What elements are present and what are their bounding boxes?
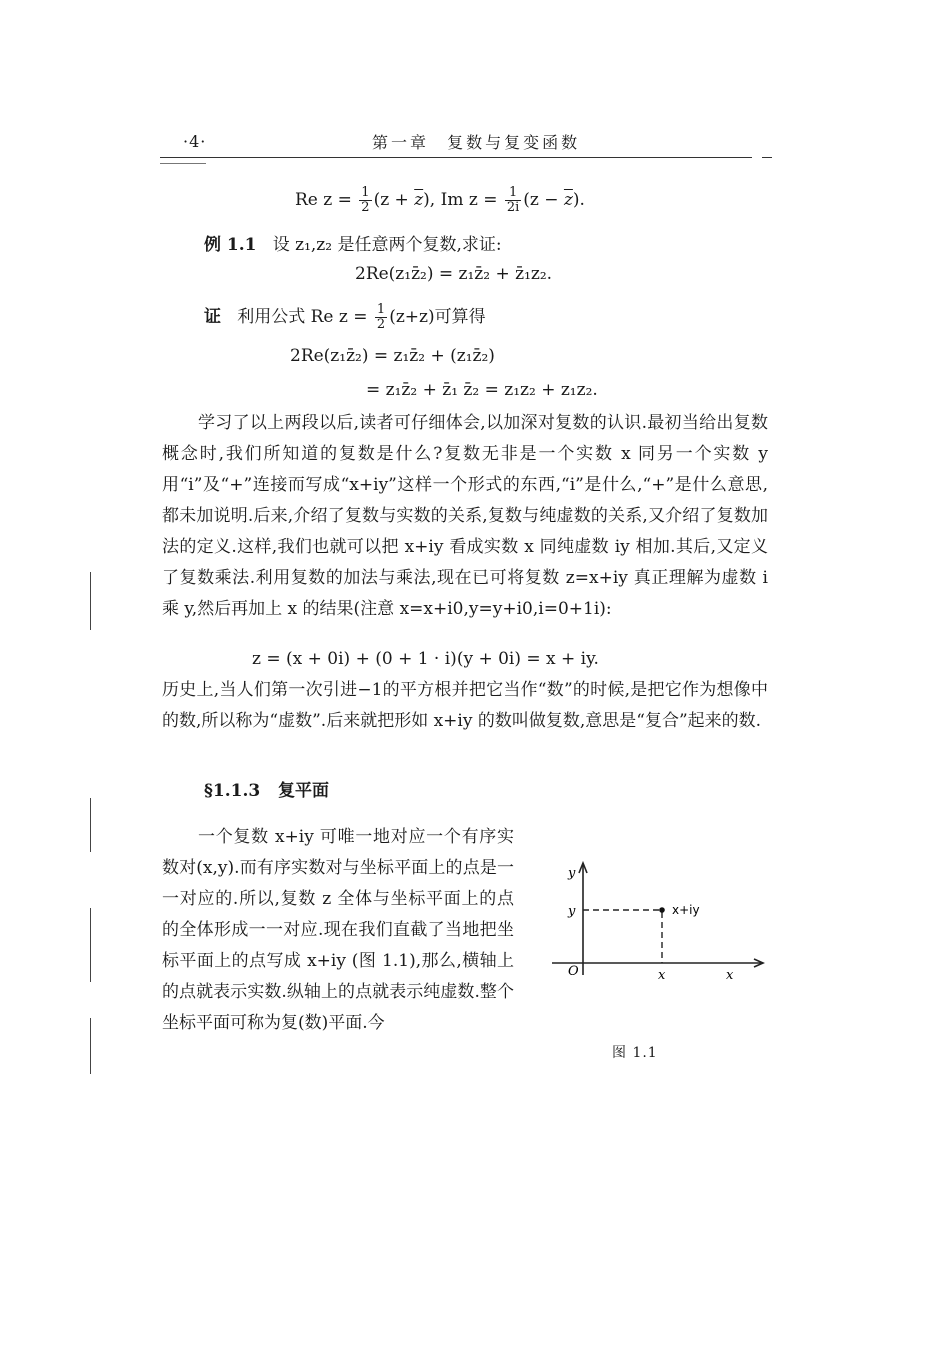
section-title: 复平面 — [277, 781, 329, 801]
header-rule-tick — [762, 157, 772, 158]
point-label: x+iy — [672, 903, 700, 917]
x-tick-label: x — [658, 968, 666, 983]
header-rule — [160, 157, 752, 158]
fraction-numerator: 1 — [376, 302, 386, 317]
proof-formula-line-2: = z₁z̄₂ + z̄₁ z̄₂ = z₁z₂ + z₁z₂. — [366, 380, 598, 400]
fraction-numerator: 1 — [505, 186, 521, 201]
section-heading — [204, 779, 329, 803]
fraction — [359, 186, 371, 215]
y-axis-label: y — [568, 866, 576, 881]
formula-text: ). — [572, 190, 585, 210]
example-label: 例 1.1 — [204, 235, 257, 255]
header-rule-underline — [160, 163, 206, 164]
fraction-denominator: 2i — [506, 200, 520, 215]
point-x-plus-iy — [659, 907, 665, 913]
formula-text: ), Im z = — [423, 190, 503, 210]
paragraph-complex-plane: 一个复数 x+iy 可唯一地对应一个有序实数对(x,y).而有序实数对与坐标平面上的点是一一对应的.所以,复数 z 全体与坐标平面上的点的全体形成一一对应.现在我们直截了当地把坐标平面上的点写成 x+iy (图 1.1),那么,横轴上的点就表示实数.纵轴上的点就表示纯虚数.整个坐标平面可称为复(数)平面.今 — [162, 827, 514, 1033]
conjugate-z: $\overline{z}$ — [414, 190, 424, 210]
proof-label: 证 — [204, 307, 221, 327]
proof-text: (z+z)可算得 — [389, 307, 486, 327]
margin-mark — [90, 908, 91, 982]
origin-label: O — [568, 964, 579, 979]
proof-text: 利用公式 Re z = — [237, 307, 373, 327]
example-line — [204, 233, 502, 257]
page-number: ·4· — [183, 132, 207, 151]
paragraph-history: 历史上,当人们第一次引进−1的平方根并把它当作“数”的时候,是把它作为想像中的数,所以称为“虚数”.后来就把形如 x+iy 的数叫做复数,意思是“复合”起来的数. — [162, 680, 768, 731]
fraction — [505, 186, 521, 215]
margin-mark — [90, 798, 91, 852]
proof-formula-line-1: 2Re(z₁z̄₂) = z₁z̄₂ + (z₁z̄₂) — [290, 346, 495, 366]
margin-mark — [90, 572, 91, 630]
conjugate-z: $\overline{z}$ — [563, 190, 573, 210]
formula-multiplication: z = (x + 0i) + (0 + 1 · i)(y + 0i) = x + iy. — [252, 649, 599, 669]
fraction-numerator: 1 — [361, 185, 370, 200]
x-axis-label: x — [726, 968, 734, 983]
margin-mark — [90, 1018, 91, 1074]
figure-caption: 图 1.1 — [612, 1045, 658, 1061]
figure-complex-plane — [540, 855, 770, 995]
fraction-denominator: 2 — [376, 317, 386, 332]
section-number: §1.1.3 — [204, 781, 261, 801]
formula-text: (z − — [523, 190, 564, 210]
fraction-denominator: 2 — [361, 200, 370, 215]
y-tick-label: y — [568, 904, 576, 919]
formula-text: Re z = — [295, 190, 358, 210]
chapter-title: 第一章 复数与复变函数 — [372, 133, 581, 152]
example-statement: 设 z₁,z₂ 是任意两个复数,求证: — [272, 235, 502, 255]
example-formula: 2Re(z₁z̄₂) = z₁z̄₂ + z̄₁z₂. — [355, 264, 553, 284]
fraction — [375, 303, 387, 332]
paragraph-imaginary-intro: 学习了以上两段以后,读者可仔细体会,以加深对复数的认识.最初当给出复数概念时,我们所知道的复数是什么?复数无非是一个实数 x 同另一个实数 y 用“i”及“+”连接而写成“x+iy”这样一个形式的东西,“i”是什么,“+”是什么意思,都未加说明.后来,介绍了复数与实数的关系,复数与纯虚数的关系,又介绍了复数加法的定义.这样,我们也就可以把 x+iy 看成实数 x 同纯虚数 iy 相加.其后,又定义了复数乘法.利用复数的加法与乘法,现在已可将复数 z=x+iy 真正理解为虚数 i 乘 y,然后再加上 x 的结果(注意 x=x+i0,y=y+i0,i=0+1i): — [162, 413, 768, 619]
formula-re-im — [295, 186, 585, 215]
proof-line — [204, 303, 486, 332]
formula-text: (z + — [373, 190, 415, 210]
